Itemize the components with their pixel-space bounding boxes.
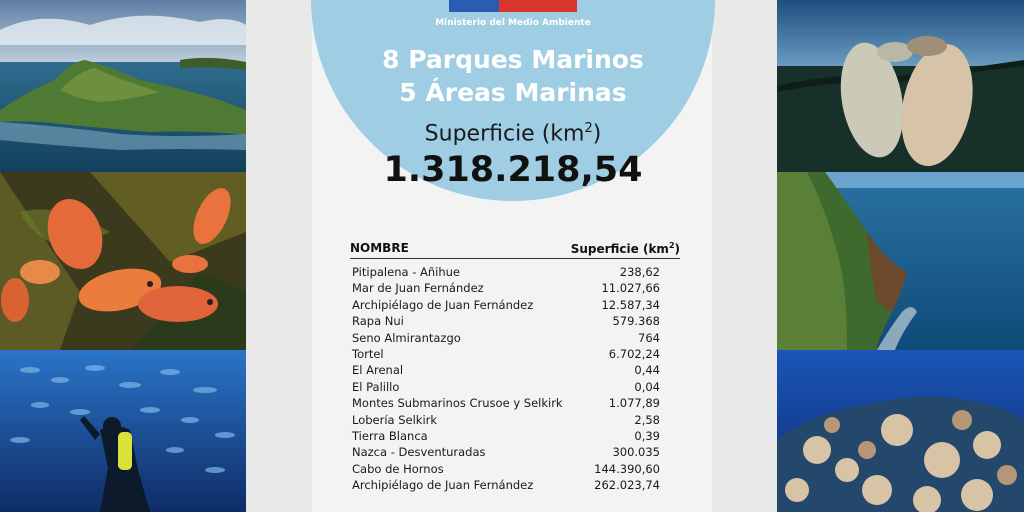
column-header-superficie-text: Superficie (km (570, 242, 669, 256)
row-name: Nazca - Desventuradas (352, 445, 486, 460)
row-area: 764 (638, 330, 660, 345)
row-name: Rapa Nui (352, 314, 404, 329)
row-name: Tortel (352, 346, 384, 361)
row-name: Mar de Juan Fernández (352, 281, 484, 296)
row-area: 6.702,24 (608, 346, 660, 361)
table-row (350, 428, 680, 444)
table-row (350, 461, 680, 477)
superficie-label-close: ) (592, 121, 602, 147)
row-area: 300.035 (612, 445, 660, 460)
table-body (350, 264, 680, 493)
table-row (350, 280, 680, 296)
table-row (350, 395, 680, 411)
photo-reef-fish (0, 172, 246, 350)
flag-red-band (499, 0, 577, 12)
superficie-label-text: Superficie (km (424, 121, 585, 147)
row-name: Archipiélago de Juan Fernández (352, 478, 534, 493)
row-area: 238,62 (619, 265, 660, 279)
photo-sea-lions (777, 0, 1024, 172)
table-row (350, 477, 680, 493)
areas-table (350, 239, 680, 493)
table-row (350, 330, 680, 346)
column-header-superficie (571, 241, 680, 258)
row-area: 262.023,74 (594, 478, 660, 493)
row-area: 12.587,34 (601, 297, 660, 312)
superficie-label (312, 121, 714, 146)
table-row (350, 264, 680, 280)
superficie-unit-exponent: 2 (584, 121, 593, 136)
column-header-unit-exponent: 2 (668, 241, 675, 250)
table-row (350, 444, 680, 460)
row-area: 1.077,89 (608, 396, 660, 411)
row-name: Lobería Selkirk (352, 412, 438, 427)
photo-island-cliffs (777, 172, 1024, 350)
right-gutter (712, 0, 777, 512)
table-row (350, 346, 680, 362)
table-row (350, 313, 680, 329)
table-row (350, 297, 680, 313)
row-name: Cabo de Hornos (352, 461, 444, 476)
table-row (350, 412, 680, 428)
table-row (350, 362, 680, 378)
row-area: 144.390,60 (594, 461, 660, 476)
flag-blue-band (449, 0, 499, 12)
ministry-name: Ministerio del Medio Ambiente (435, 18, 591, 28)
superficie-total: 1.318.218,54 (383, 150, 643, 190)
row-name: Archipiélago de Juan Fernández (352, 297, 534, 312)
photo-diver-school (0, 350, 246, 512)
row-name: El Palillo (352, 379, 400, 394)
row-area: 0,39 (634, 428, 660, 443)
table-row (350, 379, 680, 395)
title-areas-marinas: 5 Áreas Marinas (399, 78, 627, 107)
column-header-nombre: NOMBRE (350, 241, 409, 255)
row-name: Montes Submarinos Crusoe y Selkirk (352, 396, 563, 411)
row-area: 0,04 (634, 379, 660, 394)
column-header-superficie-close: ) (674, 242, 680, 256)
row-area: 11.027,66 (601, 281, 660, 296)
row-name: El Arenal (352, 363, 404, 378)
row-name: Tierra Blanca (352, 428, 428, 443)
photo-coastal-headland (0, 0, 246, 172)
row-name: Pitipalena - Añihue (352, 265, 460, 279)
chile-flag-logo (449, 0, 577, 12)
row-area: 579.368 (612, 314, 660, 329)
left-photo-column (0, 0, 246, 512)
row-area: 0,44 (634, 363, 660, 378)
photo-coral-reef (777, 350, 1024, 512)
title-parques-marinos: 8 Parques Marinos (382, 45, 644, 74)
right-photo-column (777, 0, 1024, 512)
left-gutter (246, 0, 312, 512)
row-area: 2,58 (634, 412, 660, 427)
row-name: Seno Almirantazgo (352, 330, 461, 345)
table-header (350, 239, 680, 259)
